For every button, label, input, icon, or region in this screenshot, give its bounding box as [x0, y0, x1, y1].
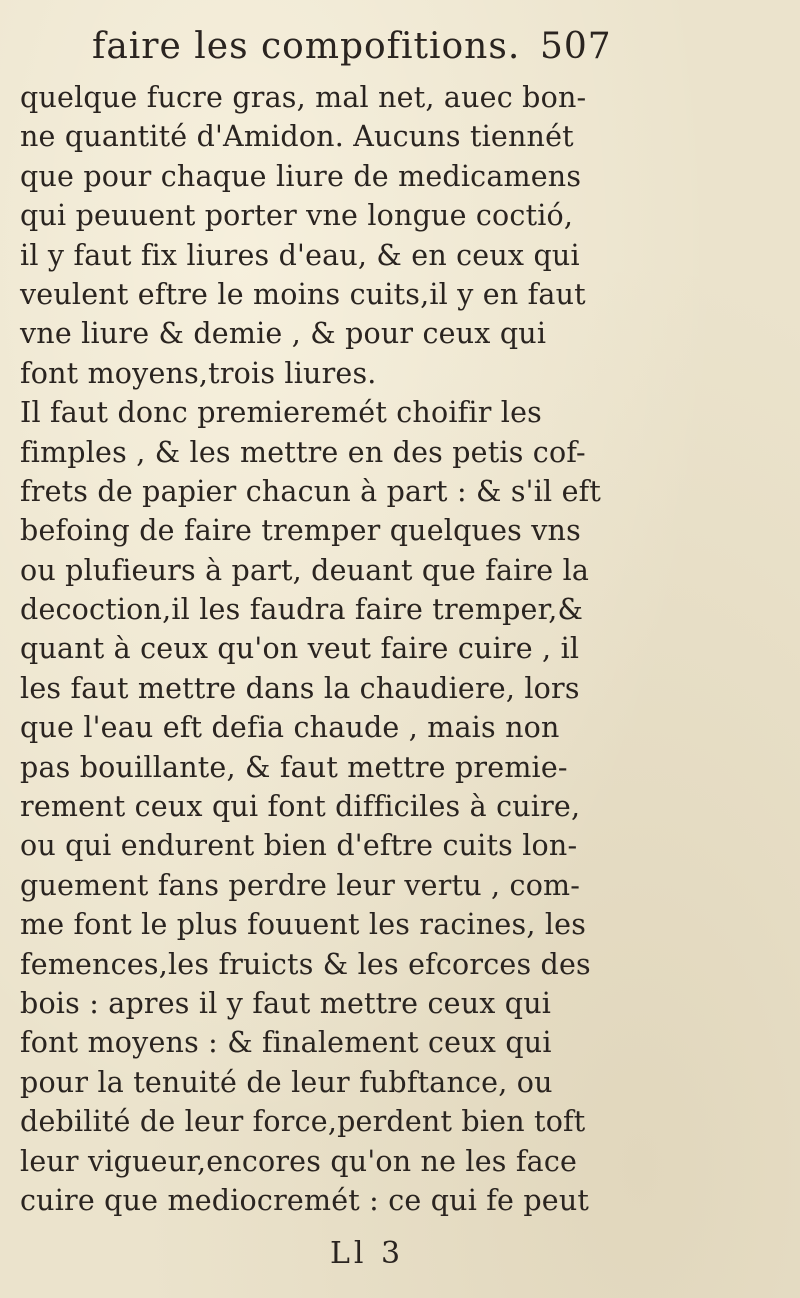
text-line: ne quantité d'Amidon. Aucuns tiennét [20, 120, 574, 154]
running-header [92, 26, 612, 76]
text-line: femences,les fruicts & les efcorces des [20, 947, 591, 981]
text-line: bois : apres il y faut mettre ceux qui [20, 986, 552, 1020]
signature-mark: Ll 3 [330, 1236, 405, 1271]
text-line: ou plufieurs à part, deuant que faire la [20, 553, 590, 587]
text-line: cuire que mediocremét : ce qui fe peut [20, 1183, 590, 1217]
page-number: 507 [540, 26, 612, 67]
text-line: les faut mettre dans la chaudiere, lors [20, 671, 580, 705]
text-line: decoction,il les faudra faire tremper,& [20, 593, 584, 627]
text-line: debilité de leur force,perdent bien toft [20, 1105, 586, 1139]
text-line: frets de papier chacun à part : & s'il eft [20, 474, 602, 508]
text-line: que l'eau eft defia chaude , mais non [20, 711, 560, 745]
text-line: que pour chaque liure de medicamens [20, 159, 582, 193]
text-line: fimples , & les mettre en des petis cof- [20, 435, 586, 469]
body-text [20, 78, 620, 1220]
text-line: befoing de faire tremper quelques vns [20, 514, 581, 548]
text-line: pour la tenuité de leur fubftance, ou [20, 1065, 553, 1099]
text-line: leur vigueur,encores qu'on ne les face [20, 1144, 578, 1178]
text-line: quelque fucre gras, mal net, auec bon- [20, 81, 587, 114]
text-line: me font le plus fouuent les racines, les [20, 908, 587, 942]
text-line: rement ceux qui font difficiles à cuire, [20, 790, 581, 824]
text-line: quant à ceux qu'on veut faire cuire , il [20, 632, 580, 666]
text-line: qui peuuent porter vne longue coctió, [20, 199, 574, 233]
text-line: guement fans perdre leur vertu , com- [20, 868, 581, 902]
running-title: faire les compofitions. [92, 26, 521, 67]
text-line: ou qui endurent bien d'eftre cuits lon- [20, 829, 578, 863]
text-line: il y faut fix liures d'eau, & en ceux qui [20, 238, 580, 272]
text-line: font moyens : & finalement ceux qui [20, 1026, 552, 1060]
text-line: veulent eftre le moins cuits,il y en faut [20, 277, 586, 311]
text-line: vne liure & demie , & pour ceux qui [20, 317, 547, 351]
text-line: pas bouillante, & faut mettre premie- [20, 750, 568, 784]
text-line: Il faut donc premieremét choifir les [20, 396, 542, 430]
text-line: font moyens,trois liures. [20, 356, 377, 390]
